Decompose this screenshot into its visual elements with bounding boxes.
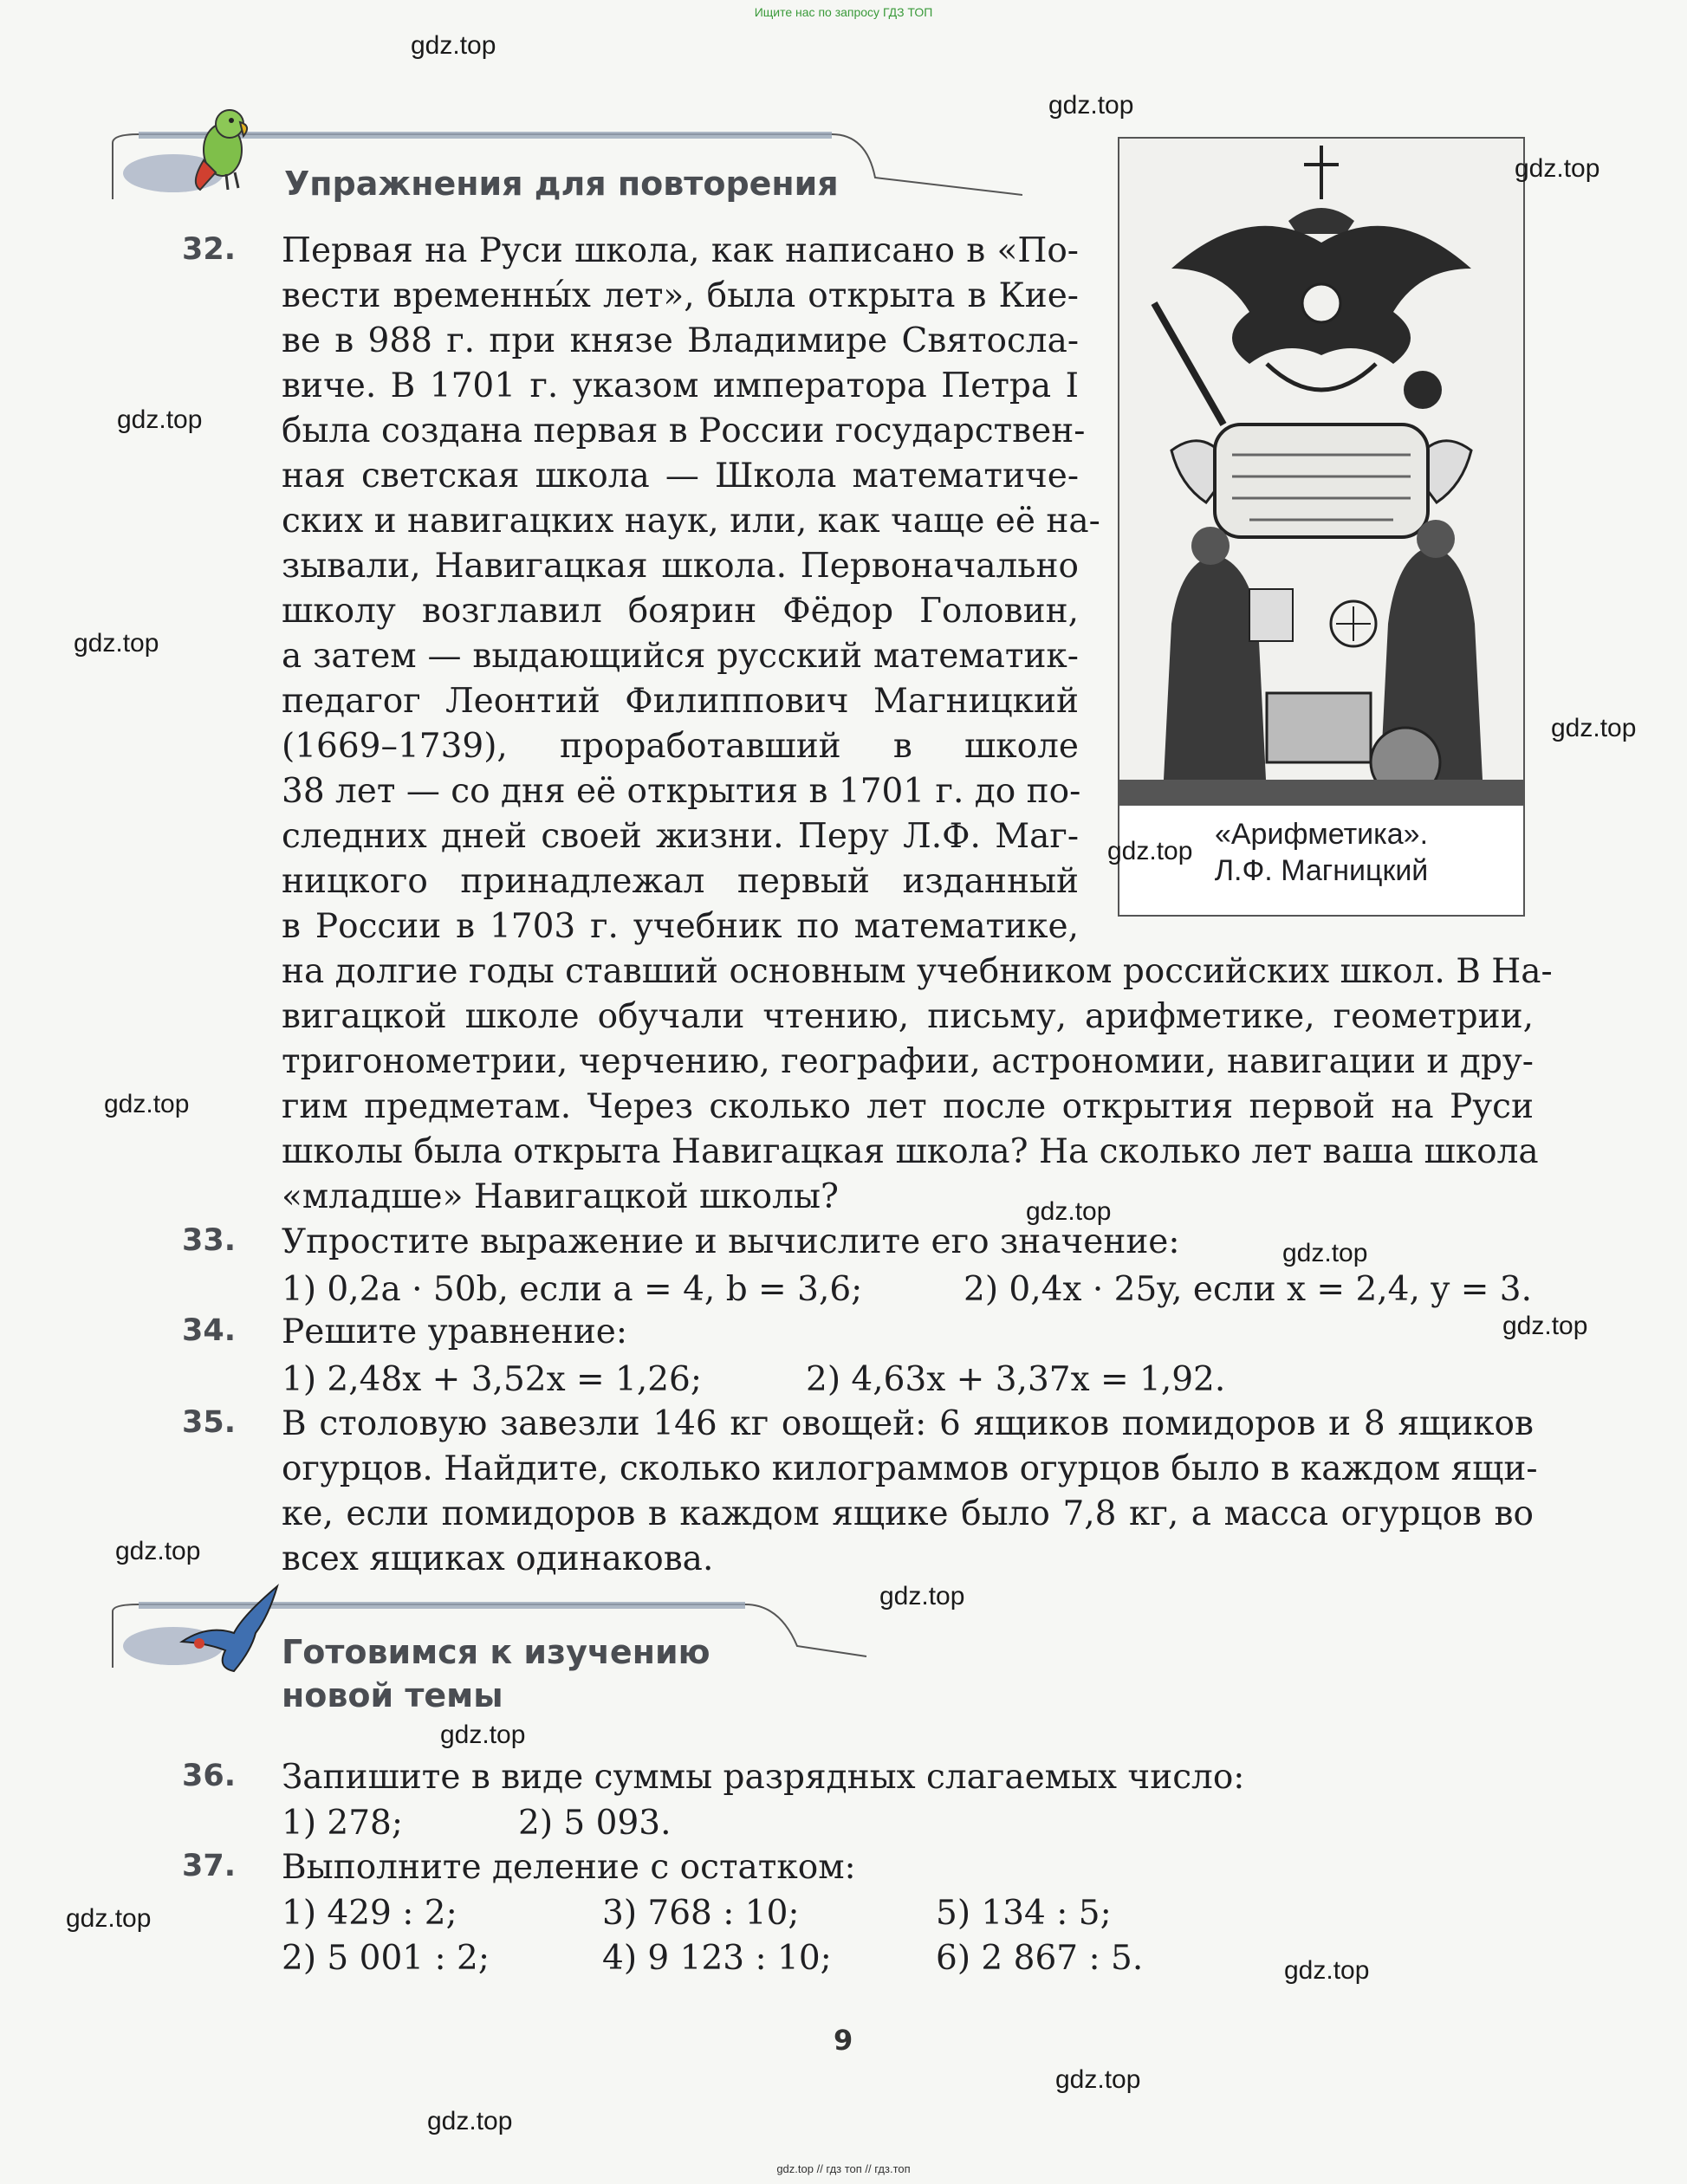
exercise-number-33: 33. xyxy=(182,1223,237,1258)
watermark: gdz.top xyxy=(1055,2065,1141,2094)
watermark: gdz.top xyxy=(66,1904,152,1933)
exercise-34-item-2: 2) 4,63x + 3,37x = 1,92. xyxy=(806,1360,1226,1399)
arithmetic-engraving xyxy=(1119,139,1523,806)
exercise-35-text: В столовую завезли 146 кг овощей: 6 ящиков помидоров и 8 ящиков огурцов. Найдите, сколько килограммов огурцов было в каждом ящи- ке, если помидоров в каждом ящике было 7,8 кг, а масса огурцов во всех ящиках одинакова. xyxy=(282,1404,1538,1578)
exercise-33-text: Упростите выражение и вычислите его значение: xyxy=(282,1222,1180,1261)
exercise-33-item-1: 1) 0,2a · 50b, если a = 4, b = 3,6; xyxy=(282,1270,863,1309)
watermark: gdz.top xyxy=(1107,837,1193,865)
exercise-37-item-4: 4) 9 123 : 10; xyxy=(602,1939,832,1978)
exercise-number-36: 36. xyxy=(182,1759,237,1793)
parrot-icon xyxy=(178,100,273,195)
exercise-number-32: 32. xyxy=(182,232,237,267)
exercise-37-text: Выполните деление с остатком: xyxy=(282,1848,856,1887)
exercise-number-37: 37. xyxy=(182,1849,237,1883)
magnitsky-image-frame xyxy=(1118,137,1525,917)
watermark: gdz.top xyxy=(1551,714,1637,742)
watermark: gdz.top xyxy=(1282,1239,1368,1267)
exercise-37-item-2: 2) 5 001 : 2; xyxy=(282,1939,490,1978)
watermark: gdz.top xyxy=(1026,1197,1112,1226)
watermark: gdz.top xyxy=(440,1721,526,1749)
exercise-34-item-1: 1) 2,48x + 3,52x = 1,26; xyxy=(282,1360,703,1399)
exercise-36-item-1: 1) 278; xyxy=(282,1804,404,1843)
watermark: gdz.top xyxy=(1284,1956,1370,1985)
section-title-review: Упражнения для повторения xyxy=(284,165,839,203)
exercise-33-item-2: 2) 0,4x · 25y, если x = 2,4, y = 3. xyxy=(964,1270,1532,1309)
watermark: gdz.top xyxy=(879,1582,965,1610)
footer-note: gdz.top // гдз топ // гдз.топ xyxy=(776,2162,911,2175)
exercise-37-item-1: 1) 429 : 2; xyxy=(282,1894,457,1933)
section-title-new-topic: Готовимся к изучению новой темы xyxy=(282,1633,710,1714)
page-number: 9 xyxy=(834,2024,853,2057)
watermark: gdz.top xyxy=(1502,1312,1588,1340)
exercise-36-item-2: 2) 5 093. xyxy=(518,1804,672,1843)
exercise-32-narrow-text: Первая на Руси школа, как написано в «По- вести временны́х лет», была открыта в Кие- ве в 988 г. при князе Владимире Святосла- виче. В 1701 г. указом императора Петра I была создана первая в России государствен- ная светская школа — Школа математиче- ских и навигацких наук, или, как чаще её на- зывали, Навигацкая школа. Первоначально школу возглавил боярин Фёдор Головин, а затем — выдающийся русский математик- педагог Леонтий Филиппович Магницкий (1669–1739), проработавший в школе 38 лет — со дня её открытия в 1701 г. до по- следних дней своей жизни. Перу Л.Ф. Маг- ницкого принадлежал первый изданный в России в 1703 г. учебник по математике, xyxy=(282,231,1100,946)
exercise-34-text: Решите уравнение: xyxy=(282,1312,628,1351)
image-caption: «Арифметика». Л.Ф. Магницкий xyxy=(1214,818,1429,887)
exercise-37-item-6: 6) 2 867 : 5. xyxy=(936,1939,1144,1978)
exercise-32-wide-text: на долгие годы ставший основным учебником российских школ. В На- вигацкой школе обучали чтению, письму, арифметике, геометрии, тригонометрии, черчению, географии, астрономии, навигации и дру- гим предметам. Через сколько лет после открытия первой на Руси школы была открыта Навигацкая школа? На сколько лет ваша школа «младше» Навигацкой школы? xyxy=(282,952,1553,1216)
exercise-37-item-5: 5) 134 : 5; xyxy=(936,1894,1112,1933)
exercise-number-35: 35. xyxy=(182,1405,237,1440)
watermark: gdz.top xyxy=(115,1537,201,1565)
watermark: gdz.top xyxy=(427,2107,513,2135)
exercise-37-item-3: 3) 768 : 10; xyxy=(602,1894,800,1933)
header-note: Ищите нас по запросу ГДЗ ТОП xyxy=(754,5,933,19)
watermark: gdz.top xyxy=(1048,91,1134,120)
watermark: gdz.top xyxy=(1515,154,1600,183)
watermark: gdz.top xyxy=(74,629,159,658)
watermark: gdz.top xyxy=(117,405,203,434)
swallow-icon xyxy=(173,1581,286,1676)
watermark: gdz.top xyxy=(104,1090,190,1118)
exercise-36-text: Запишите в виде суммы разрядных слагаемых число: xyxy=(282,1758,1245,1797)
watermark: gdz.top xyxy=(411,31,496,60)
exercise-number-34: 34. xyxy=(182,1313,237,1348)
